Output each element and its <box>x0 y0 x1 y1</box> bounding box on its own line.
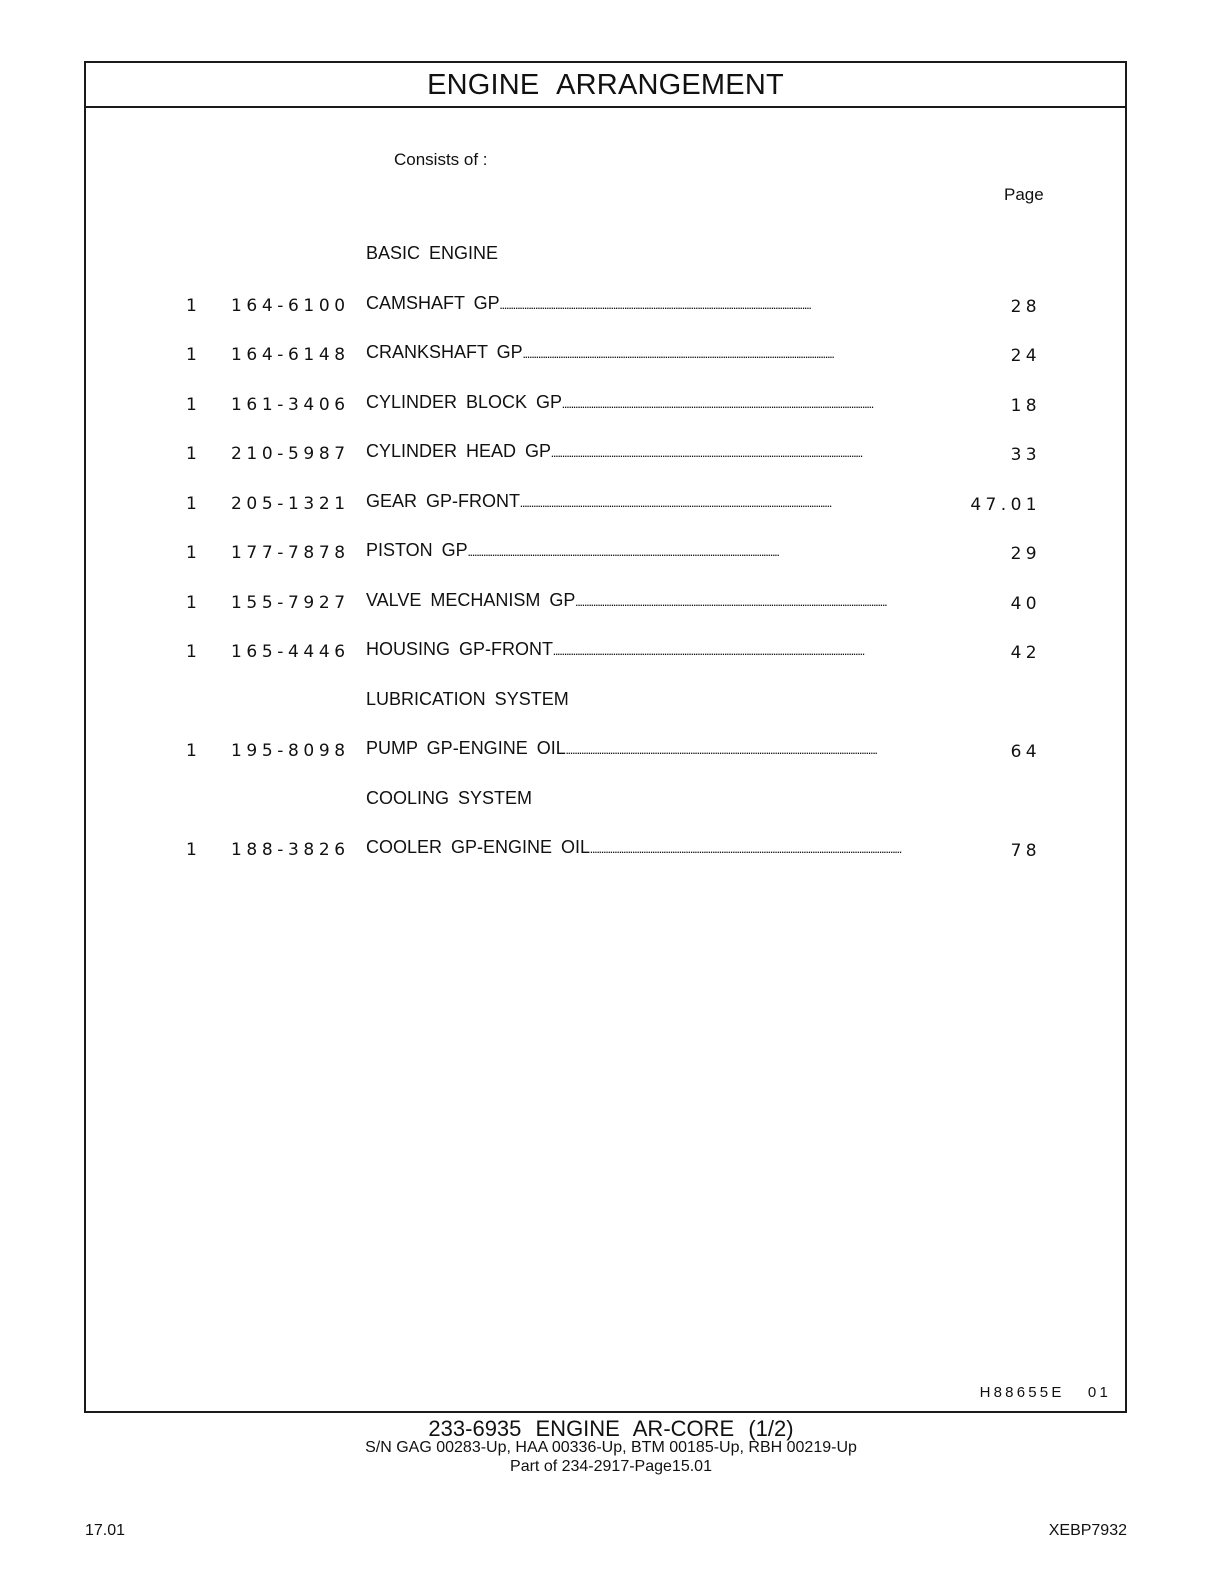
section-heading-row <box>86 689 1125 713</box>
part-number: 188-3826 <box>231 840 350 860</box>
quantity: 1 <box>186 295 197 316</box>
page-reference: 42 <box>1010 643 1041 663</box>
part-description: PISTON GP . . . <box>366 540 922 561</box>
parts-list-row <box>86 540 1125 564</box>
section-heading-row <box>86 243 1125 267</box>
page-reference: 24 <box>1010 346 1041 366</box>
page-reference: 33 <box>1010 445 1041 465</box>
quantity: 1 <box>186 543 197 563</box>
section-heading: BASIC ENGINE <box>366 243 499 263</box>
part-number: 161-3406 <box>231 394 350 415</box>
page-reference: 78 <box>1010 841 1041 861</box>
page-reference: 40 <box>1010 593 1041 614</box>
part-description: CYLINDER BLOCK GP . . . <box>366 392 922 413</box>
parts-list-row <box>86 392 1125 416</box>
quantity: 1 <box>186 345 197 365</box>
illustration-reference: H88655E 01 <box>979 1384 1111 1401</box>
part-description: COOLER GP-ENGINE OIL . . . <box>366 837 922 858</box>
page-title: ENGINE ARRANGEMENT <box>86 63 1125 108</box>
quantity: 1 <box>186 741 197 761</box>
page-reference: 64 <box>1010 742 1041 762</box>
parts-list-row <box>86 837 1125 861</box>
parts-list-row <box>86 738 1125 762</box>
parts-list-row <box>86 293 1125 317</box>
part-number: 210-5987 <box>231 444 350 464</box>
page-reference: 29 <box>1010 544 1041 564</box>
part-description: PUMP GP-ENGINE OIL . . . <box>366 738 922 759</box>
page-column-header: Page <box>1004 185 1044 204</box>
consists-of-label: Consists of : <box>394 150 488 169</box>
document-code: XEBP7932 <box>1048 1522 1127 1539</box>
footer-title: 233-6935 ENGINE AR-CORE (1/2) <box>428 1416 794 1441</box>
quantity: 1 <box>186 493 197 514</box>
footer-serial-numbers: S/N GAG 00283-Up, HAA 00336-Up, BTM 00185-Up, RBH 00219-Up <box>365 1439 857 1456</box>
parts-list-row <box>86 590 1125 614</box>
quantity: 1 <box>186 394 197 415</box>
parts-list-row <box>86 491 1125 515</box>
page-reference: 28 <box>1010 296 1041 317</box>
parts-list-row <box>86 441 1125 465</box>
quantity: 1 <box>186 642 197 662</box>
part-description: CRANKSHAFT GP . . . <box>366 342 922 363</box>
content-frame <box>84 61 1127 1413</box>
page-reference: 18 <box>1010 395 1041 416</box>
part-number: 164-6100 <box>231 295 350 316</box>
part-number: 165-4446 <box>231 642 350 662</box>
page-number: 17.01 <box>85 1522 126 1539</box>
part-description: VALVE MECHANISM GP . . . <box>366 590 922 611</box>
part-description: CAMSHAFT GP . . . <box>366 293 922 314</box>
section-heading: LUBRICATION SYSTEM <box>366 688 569 709</box>
part-number: 195-8098 <box>231 741 350 761</box>
part-description: GEAR GP-FRONT . . . <box>366 491 922 512</box>
part-number: 164-6148 <box>231 345 350 365</box>
part-number: 177-7878 <box>231 543 350 563</box>
part-description: CYLINDER HEAD GP . . . <box>366 441 922 462</box>
quantity: 1 <box>186 592 197 613</box>
section-heading: COOLING SYSTEM <box>366 787 533 808</box>
quantity: 1 <box>186 444 197 464</box>
page-reference: 47.01 <box>970 494 1041 515</box>
quantity: 1 <box>186 840 197 860</box>
parts-list-row <box>86 639 1125 663</box>
section-heading-row <box>86 788 1125 812</box>
parts-list-row <box>86 342 1125 366</box>
footer-part-of: Part of 234-2917-Page15.01 <box>510 1458 712 1475</box>
part-description: HOUSING GP-FRONT . . . <box>366 639 922 660</box>
part-number: 155-7927 <box>231 592 350 613</box>
part-number: 205-1321 <box>231 493 350 514</box>
